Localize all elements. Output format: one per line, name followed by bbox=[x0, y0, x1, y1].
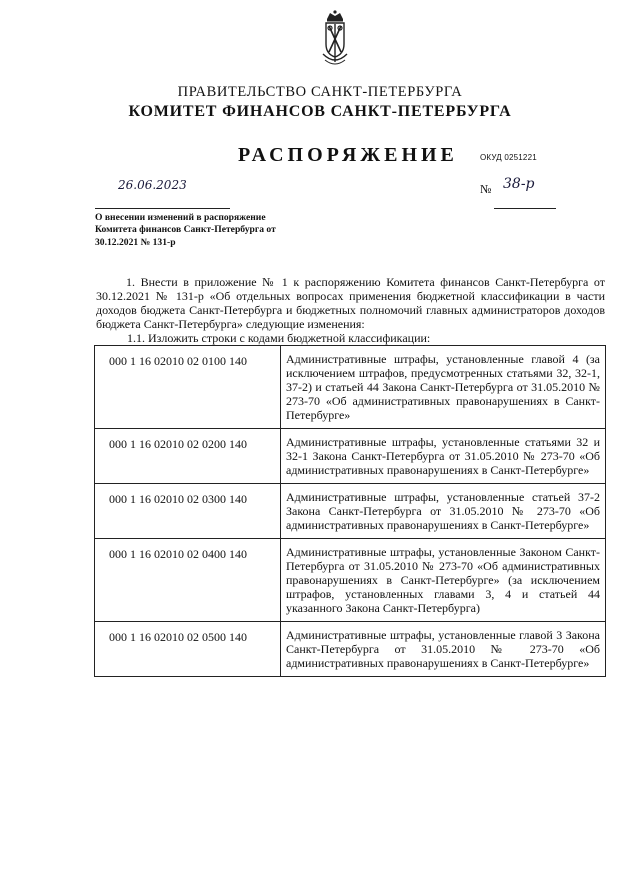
document-date: 26.06.2023 bbox=[118, 178, 187, 192]
table-row bbox=[95, 622, 606, 677]
table-row bbox=[95, 484, 606, 539]
coat-of-arms-icon bbox=[318, 10, 352, 70]
government-title: ПРАВИТЕЛЬСТВО САНКТ-ПЕТЕРБУРГА bbox=[177, 84, 463, 100]
table-row bbox=[95, 346, 606, 429]
description-cell: Административные штрафы, установленные статьей 37-2 Закона Санкт-Петербурга от 31.05.2010 № 273-70 «Об административных правонарушениях в Санкт-Петербурге» bbox=[281, 484, 606, 539]
document-subject: О внесении изменений в распоряжение Комитета финансов Санкт-Петербурга от 30.12.2021 № 131-р bbox=[95, 212, 276, 248]
document-number: 38-р bbox=[503, 176, 535, 192]
committee-title: КОМИТЕТ ФИНАНСОВ САНКТ-ПЕТЕРБУРГА bbox=[128, 103, 512, 120]
description-cell: Административные штрафы, установленные главой 3 Закона Санкт-Петербурга от 31.05.2010 № 273-70 «Об административных правонарушениях в Санкт-Петербурге» bbox=[281, 622, 606, 677]
subpoint-1-1: 1.1. Изложить строки с кодами бюджетной классификации: bbox=[127, 331, 431, 345]
description-cell: Административные штрафы, установленные Законом Санкт-Петербурга от 31.05.2010 № 273-70 «Об административных правонарушениях в Санкт-Петербурге» (за исключением штрафов, установленных главами 3, 4 и статьей 44 указанного Закона Санкт-Петербурга) bbox=[281, 539, 606, 622]
okud-code: ОКУД 0251221 bbox=[480, 153, 537, 162]
code-cell: 000 1 16 02010 02 0500 140 bbox=[95, 622, 281, 677]
code-cell: 000 1 16 02010 02 0300 140 bbox=[95, 484, 281, 539]
code-cell: 000 1 16 02010 02 0100 140 bbox=[95, 346, 281, 429]
code-cell: 000 1 16 02010 02 0200 140 bbox=[95, 429, 281, 484]
classification-codes-table bbox=[94, 345, 606, 677]
paragraph-1: 1. Внести в приложение № 1 к распоряжению Комитета финансов Санкт-Петербурга от 30.12.2021 № 131-р «Об отдельных вопросах применения бюджетной классификации в части доходов бюджета Санкт-Петербурга и бюджетных полномочий главных администраторов доходов бюджета Санкт-Петербурга» следующие изменения: bbox=[96, 275, 605, 331]
number-label: № bbox=[480, 182, 492, 196]
document-type-title: РАСПОРЯЖЕНИЕ bbox=[238, 144, 458, 166]
code-cell: 000 1 16 02010 02 0400 140 bbox=[95, 539, 281, 622]
table-row bbox=[95, 429, 606, 484]
table-row bbox=[95, 539, 606, 622]
body-paragraph bbox=[96, 275, 605, 331]
date-underline bbox=[95, 192, 230, 209]
number-underline bbox=[494, 192, 556, 209]
description-cell: Административные штрафы, установленные главой 4 (за исключением штрафов, предусмотренных статьями 32, 32-1, 37-2) и статьей 44 Закона Санкт-Петербурга от 31.05.2010 № 273-70 «Об административных правонарушениях в Санкт-Петербурге» bbox=[281, 346, 606, 429]
description-cell: Административные штрафы, установленные статьями 32 и 32-1 Закона Санкт-Петербурга от 31.05.2010 № 273-70 «Об административных правонарушениях в Санкт-Петербурге» bbox=[281, 429, 606, 484]
